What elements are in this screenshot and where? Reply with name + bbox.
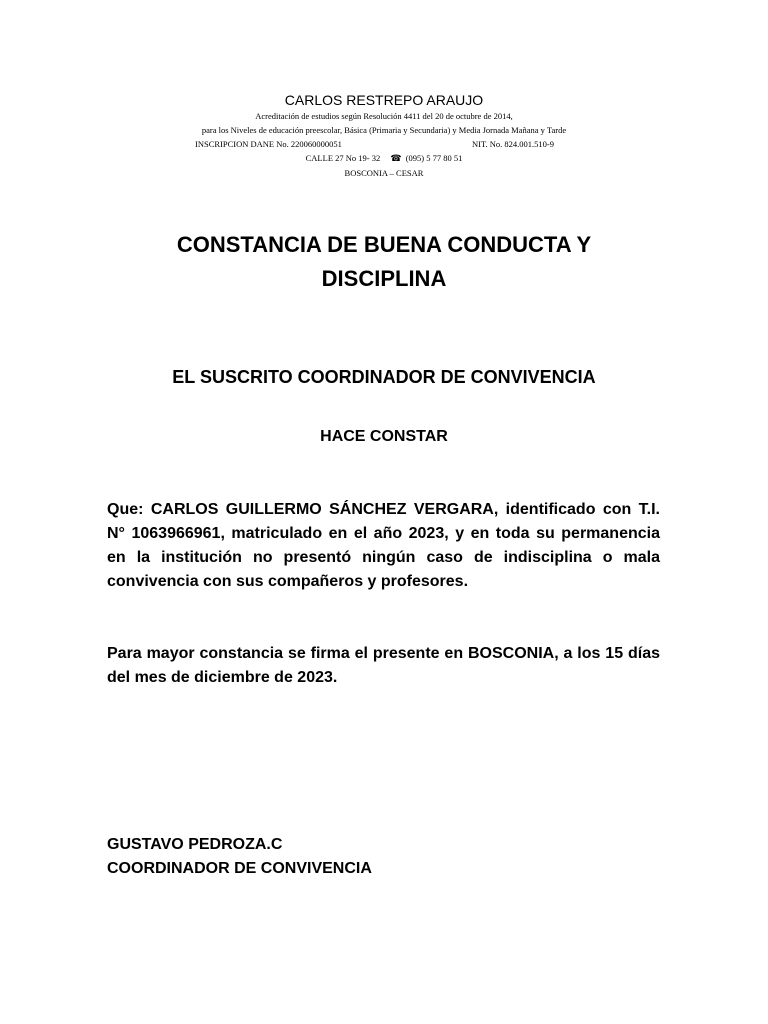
closing-date: , a los 15 días del mes de diciembre de 2023.: [107, 645, 660, 686]
document-title: [110, 228, 658, 296]
signer-heading: EL SUSCRITO COORDINADOR DE CONVIVENCIA: [172, 367, 596, 387]
signer-name: GUSTAVO PEDROZA.C: [107, 836, 283, 853]
hace-constar-heading: HACE CONSTAR: [320, 428, 448, 445]
signature-block: [107, 833, 372, 881]
student-name: CARLOS GUILLERMO SÁNCHEZ VERGARA: [150, 501, 494, 518]
closing-place: BOSCONIA: [467, 645, 555, 662]
nit-number: NIT. No. 824.001.510-9: [472, 139, 554, 149]
phone-icon: ☎: [390, 154, 402, 164]
certification-paragraph: [107, 498, 660, 594]
education-levels-line: para los Niveles de educación preescolar, Básica (Primaria y Secundaria) y Media Jornada Mañana y Tarde: [201, 125, 567, 135]
contact-line: [0, 151, 768, 166]
address: CALLE 27 No 19- 32: [305, 153, 381, 163]
paragraph-prefix: Que:: [107, 501, 151, 518]
phone-number: (095) 5 77 80 51: [405, 153, 463, 163]
dane-registration: INSCRIPCION DANE No. 220060000051: [195, 139, 342, 149]
registration-row: [0, 137, 768, 151]
accreditation-line: Acreditación de estudios según Resolución 4411 del 20 de octubre de 2014,: [255, 111, 513, 121]
city-line: BOSCONIA – CESAR: [344, 168, 424, 178]
letterhead: [0, 91, 768, 180]
closing-paragraph: [107, 642, 660, 690]
school-name: CARLOS RESTREPO ARAUJO: [284, 92, 484, 108]
paragraph-body: , identificado con T.I. N° 1063966961, matriculado en el año 2023, y en toda su permanencia en la institución no presentó ningún caso de indisciplina o mala convivencia con sus compañeros y profesores.: [107, 501, 661, 590]
document-title-line-1: CONSTANCIA DE BUENA CONDUCTA Y: [176, 232, 592, 257]
signer-role: COORDINADOR DE CONVIVENCIA: [107, 860, 372, 877]
document-title-line-2: DISCIPLINA: [321, 266, 447, 291]
closing-prefix: Para mayor constancia se firma el presente en: [107, 645, 468, 662]
